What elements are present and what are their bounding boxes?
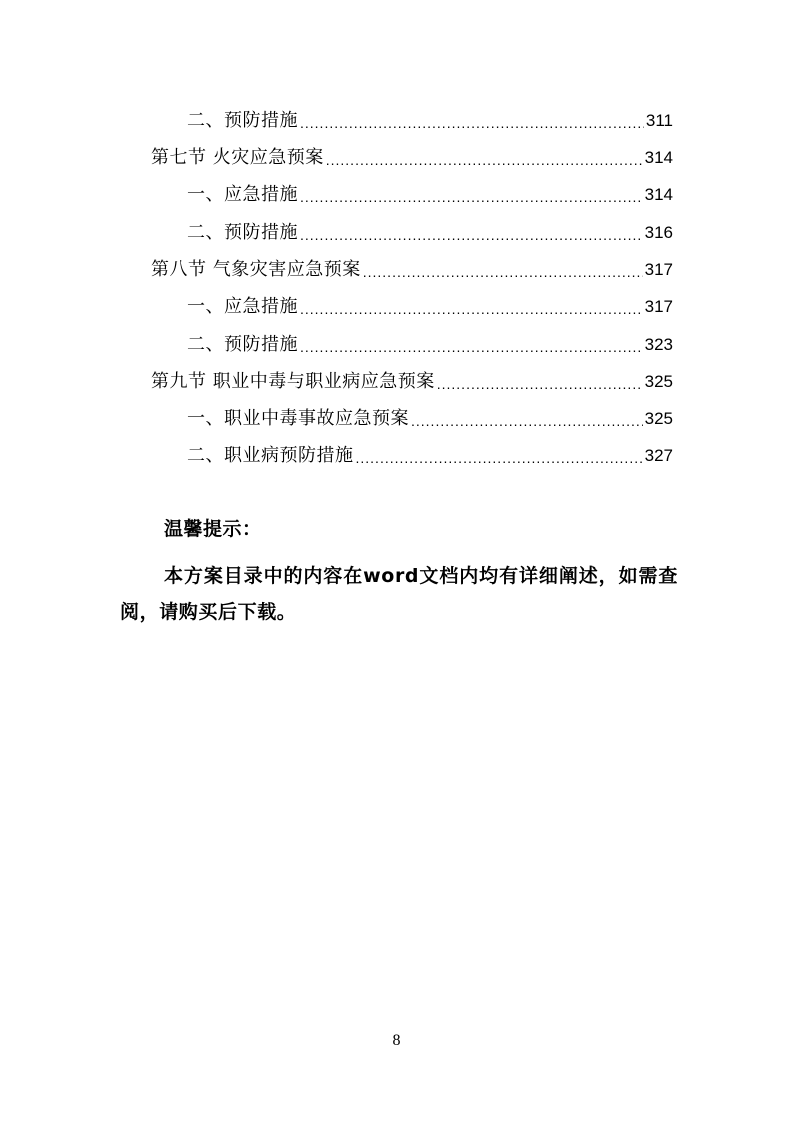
toc-entry-title: 一、应急措施 bbox=[187, 296, 298, 317]
toc-dot-leader bbox=[411, 412, 643, 430]
toc-entry-page: 311 bbox=[645, 111, 673, 130]
toc-entry[interactable] bbox=[151, 255, 673, 281]
toc-entry-page: 316 bbox=[644, 223, 673, 242]
toc-entry-title: 一、应急措施 bbox=[187, 184, 298, 205]
toc-entry-page: 317 bbox=[644, 297, 673, 316]
toc-dot-leader bbox=[300, 226, 643, 244]
toc-dot-leader bbox=[326, 151, 643, 169]
toc-entry-page: 325 bbox=[644, 372, 673, 391]
notice-body: 本方案目录中的内容在word文档内均有详细阐述，如需查阅，请购买后下载。 bbox=[120, 565, 678, 623]
toc-entry[interactable] bbox=[187, 106, 673, 132]
toc-entry-page: 314 bbox=[644, 185, 673, 204]
toc-entry-page: 323 bbox=[644, 335, 673, 354]
toc-entry-title: 第九节 职业中毒与职业病应急预案 bbox=[151, 371, 435, 392]
toc-entry-page: 314 bbox=[644, 148, 673, 167]
toc-dot-leader bbox=[300, 188, 643, 206]
toc-entry-title: 二、职业病预防措施 bbox=[187, 445, 354, 466]
toc-entry[interactable] bbox=[151, 367, 673, 393]
page-number: 8 bbox=[392, 1032, 401, 1049]
toc-entry-title: 二、预防措施 bbox=[187, 222, 298, 243]
toc-entry-title: 二、预防措施 bbox=[187, 334, 298, 355]
toc-entry-title: 第七节 火灾应急预案 bbox=[151, 147, 324, 168]
toc-entry[interactable] bbox=[151, 143, 673, 169]
toc-entry[interactable] bbox=[187, 330, 673, 356]
toc-dot-leader bbox=[300, 300, 643, 318]
notice-heading: 温馨提示： bbox=[164, 518, 262, 540]
toc-entry-title: 二、预防措施 bbox=[187, 110, 298, 131]
toc-dot-leader bbox=[363, 263, 643, 281]
toc-entry[interactable] bbox=[187, 441, 673, 467]
toc-dot-leader bbox=[300, 114, 644, 132]
toc-entry[interactable] bbox=[187, 218, 673, 244]
toc-entry[interactable] bbox=[187, 404, 673, 430]
toc-entry-title: 第八节 气象灾害应急预案 bbox=[151, 259, 361, 280]
toc-entry-title: 一、职业中毒事故应急预案 bbox=[187, 408, 409, 429]
toc-dot-leader bbox=[300, 338, 643, 356]
toc-entry-page: 327 bbox=[644, 446, 673, 465]
toc-entry-page: 325 bbox=[644, 409, 673, 428]
toc-dot-leader bbox=[356, 449, 643, 467]
toc-entry-page: 317 bbox=[644, 260, 673, 279]
toc-entry[interactable] bbox=[187, 292, 673, 318]
toc-entry[interactable] bbox=[187, 180, 673, 206]
toc-dot-leader bbox=[437, 375, 643, 393]
